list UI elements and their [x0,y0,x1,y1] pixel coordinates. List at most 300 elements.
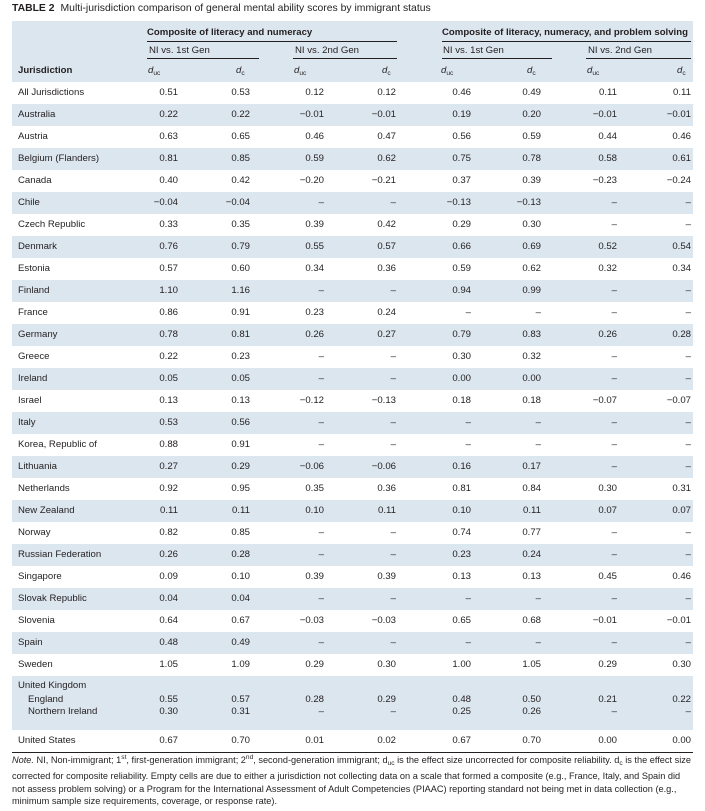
table-cell: 0.23 [231,351,250,362]
duc-header [441,65,453,77]
jurisdiction-name: Italy [18,417,36,428]
table-cell: 0.11 [599,87,617,98]
table-cell: −0.01 [592,615,617,626]
table-cell: – [535,417,541,428]
jurisdiction-name: Israel [18,395,42,406]
table-cell: 0.31 [231,706,250,717]
table-row [12,280,693,302]
table-cell: −0.01 [666,109,691,120]
table-cell: – [318,527,324,538]
table-cell: −0.01 [666,615,691,626]
dc-header [382,65,391,77]
table-cell: – [465,417,471,428]
table-cell: 0.44 [598,131,617,142]
table-row [12,214,693,236]
table-cell: 0.56 [231,417,250,428]
table-cell: −0.01 [592,109,617,120]
table-row [12,412,693,434]
table-cell: 0.16 [452,461,471,472]
table-cell: – [611,219,617,230]
table-cell: 0.42 [377,219,396,230]
table-cell: 0.55 [159,694,178,705]
table-row [12,170,693,192]
table-cell: 0.32 [522,351,541,362]
table-cell: 0.84 [522,483,541,494]
table-cell: 0.27 [377,329,396,340]
table-cell: – [318,285,324,296]
table-cell: 0.57 [377,241,396,252]
table-cell: 0.91 [231,439,250,450]
jurisdiction-name: Austria [18,131,48,142]
table-cell: 0.42 [231,175,250,186]
table-cell: 0.11 [523,505,541,516]
table-cell: 0.22 [231,109,250,120]
table-row [12,544,693,566]
table-cell: – [685,351,691,362]
table-cell: −0.13 [516,197,541,208]
sub2-header: NI vs. 2nd Gen [295,45,359,56]
table-cell: – [390,373,396,384]
table-cell: −0.13 [371,395,396,406]
table-cell: – [685,461,691,472]
table-cell: – [611,439,617,450]
table-cell: 0.30 [377,659,396,670]
table-cell: – [611,706,617,717]
table-cell: 0.23 [305,307,324,318]
table-row [12,148,693,170]
table-cell: −0.06 [299,461,324,472]
table-cell: 0.61 [672,153,691,164]
table-cell: 0.00 [522,373,541,384]
jurisdiction-name: Norway [18,527,51,538]
jurisdiction-name: Czech Republic [18,219,86,230]
effect-symbol: d [527,65,533,76]
jurisdiction-name: Northern Ireland [28,706,98,717]
table-cell: −0.12 [299,395,324,406]
table-cell: 1.00 [452,659,471,670]
jurisdiction-name: United Kingdom [18,680,87,691]
table-cell: 0.46 [305,131,324,142]
dc-header [236,65,245,77]
table-cell: 0.22 [672,694,691,705]
note-sup: st [121,754,127,761]
table-cell: 0.53 [159,417,178,428]
table-cell: 0.28 [231,549,250,560]
jurisdiction-name: Belgium (Flanders) [18,153,100,164]
jurisdiction-name: Sweden [18,659,53,670]
table-cell: – [390,417,396,428]
table-cell: – [465,307,471,318]
table-cell: 0.27 [159,461,178,472]
jurisdiction-name: England [28,694,64,705]
table-cell: 0.48 [159,637,178,648]
table-cell: 0.75 [452,153,471,164]
table-cell: 0.29 [231,461,250,472]
table-cell: 0.13 [522,571,541,582]
table-cell: −0.01 [371,109,396,120]
table-cell: 0.25 [452,706,471,717]
table-cell: −0.06 [371,461,396,472]
table-cell: 0.19 [452,109,471,120]
table-cell: 0.76 [159,241,178,252]
table-cell: 0.11 [378,505,396,516]
table-cell: 0.36 [377,483,396,494]
note-sub: c [619,760,623,767]
table-cell: 0.53 [231,87,250,98]
table-cell: – [611,527,617,538]
table-cell: 0.36 [377,263,396,274]
jurisdiction-name: Canada [18,175,52,186]
table-cell: −0.23 [592,175,617,186]
table-cell: – [465,439,471,450]
table-row [12,588,693,610]
table-cell: 0.37 [452,175,471,186]
table-cell: 0.82 [159,527,178,538]
table-cell: – [390,549,396,560]
duc-header [148,65,160,77]
table-row [12,302,693,324]
table-cell: 0.01 [305,735,324,746]
table-row [12,632,693,654]
table-cell: 0.35 [305,483,324,494]
effect-subscript: c [682,70,686,77]
table-cell: 0.24 [522,549,541,560]
table-cell: 0.30 [159,706,178,717]
table-cell: – [318,593,324,604]
table-cell: – [685,706,691,717]
sub2-rule [293,58,397,59]
table-cell: – [611,461,617,472]
table-cell: 0.55 [305,241,324,252]
table-cell: 0.20 [522,109,541,120]
table-cell: 0.30 [598,483,617,494]
table-cell: 0.83 [522,329,541,340]
table-cell: 0.30 [672,659,691,670]
effect-symbol: d [441,65,447,76]
table-cell: 0.92 [159,483,178,494]
table-cell: 0.26 [159,549,178,560]
table-row [12,434,693,456]
table-cell: – [318,439,324,450]
table-row [12,346,693,368]
table-row [12,478,693,500]
table-cell: 1.16 [231,285,250,296]
sub4-rule [586,58,691,59]
table-cell: 0.21 [598,694,617,705]
table-cell: 0.12 [377,87,396,98]
table-cell: 0.85 [231,527,250,538]
table-cell: 0.10 [231,571,250,582]
table-cell: – [535,637,541,648]
effect-subscript: uc [592,70,600,77]
table-cell: 0.34 [672,263,691,274]
table-cell: 0.74 [452,527,471,538]
table-cell: 0.10 [452,505,471,516]
effect-symbol: d [236,65,242,76]
table-cell: 0.48 [452,694,471,705]
table-cell: 0.32 [598,263,617,274]
table-cell: – [611,593,617,604]
jurisdiction-name: Netherlands [18,483,70,494]
table-row [12,192,693,214]
effect-symbol: d [294,65,300,76]
effect-symbol: d [148,65,154,76]
table-cell: 0.29 [305,659,324,670]
table-cell: 0.29 [377,694,396,705]
table-row [12,456,693,478]
table-cell: 0.67 [159,735,178,746]
table-header [12,21,693,82]
table-cell: – [685,417,691,428]
caption-label: TABLE 2 [12,3,55,14]
table-cell: 0.39 [305,219,324,230]
table-cell: 0.29 [452,219,471,230]
table-row [12,82,693,104]
table-cell: – [535,439,541,450]
table-row [12,236,693,258]
table-cell: 0.46 [672,131,691,142]
table-cell: – [611,351,617,362]
jurisdiction-name: Denmark [18,241,57,252]
table-row [12,566,693,588]
jurisdiction-name: France [18,307,48,318]
table-cell: 0.58 [598,153,617,164]
table-cell: −0.21 [371,175,396,186]
table-cell: – [611,197,617,208]
table-cell: 0.30 [522,219,541,230]
table-cell: 0.46 [452,87,471,98]
table-cell: 0.34 [305,263,324,274]
effect-subscript: c [387,70,391,77]
table-cell: – [685,285,691,296]
jurisdiction-name: New Zealand [18,505,75,516]
table-cell: −0.04 [225,197,250,208]
table-cell: 0.13 [159,395,178,406]
table-cell: 0.17 [522,461,541,472]
table-cell: 0.62 [522,263,541,274]
jurisdiction-header: Jurisdiction [18,65,73,76]
table-cell: 0.70 [231,735,250,746]
jurisdiction-name: United States [18,735,76,746]
table-cell: 0.07 [672,505,691,516]
effect-symbol: d [382,65,388,76]
jurisdiction-name: Estonia [18,263,50,274]
table-cell: 0.11 [673,87,691,98]
table-cell: 0.05 [159,373,178,384]
table-cell: – [390,706,396,717]
table-cell: 1.05 [159,659,178,670]
table-cell: 0.49 [522,87,541,98]
table-cell: – [611,549,617,560]
jurisdiction-name: Lithuania [18,461,57,472]
effect-subscript: uc [299,70,307,77]
table-cell: 0.04 [231,593,250,604]
table-cell: 0.30 [452,351,471,362]
table-cell: 0.13 [452,571,471,582]
jurisdiction-name: Germany [18,329,58,340]
table-row [12,522,693,544]
table-cell: −0.03 [371,615,396,626]
note-sub: uc [387,760,395,767]
table-cell: 0.65 [452,615,471,626]
table-cell: – [611,285,617,296]
table-cell: 0.95 [231,483,250,494]
table-cell: 0.56 [452,131,471,142]
table-cell: – [390,285,396,296]
effect-symbol: d [587,65,593,76]
duc-header [294,65,306,77]
table-cell: – [390,351,396,362]
table-cell: 0.77 [522,527,541,538]
note-text: is the effect size uncorrected for composite reliability. d [394,755,620,765]
table-cell: 0.40 [159,175,178,186]
table-cell: −0.03 [299,615,324,626]
jurisdiction-name: Australia [18,109,56,120]
table-cell: 0.09 [159,571,178,582]
table-cell: 0.65 [231,131,250,142]
table-cell: – [465,637,471,648]
note-text: , first-generation immigrant; 2 [126,755,246,765]
table-cell: 0.00 [598,735,617,746]
table-cell: 0.02 [377,735,396,746]
note-sup: nd [245,754,254,761]
table-cell: – [535,307,541,318]
table-cell: 0.22 [159,109,178,120]
table-row [12,730,693,752]
table-cell: 0.88 [159,439,178,450]
table-cell: – [390,439,396,450]
table-cell: – [685,307,691,318]
table-cell: 0.39 [305,571,324,582]
table-cell: 1.10 [159,285,178,296]
table-cell: 0.10 [305,505,324,516]
note-label: Note. [12,755,34,765]
table-cell: – [318,706,324,717]
dc-header [527,65,536,77]
table-cell: – [611,307,617,318]
table-cell: 0.05 [231,373,250,384]
table-row [12,390,693,412]
table-cell: 0.24 [377,307,396,318]
table-cell: – [611,417,617,428]
sub1-rule [147,58,259,59]
jurisdiction-name: Slovenia [18,615,55,626]
table-cell: – [318,351,324,362]
dc-header [677,65,686,77]
table-cell: −0.13 [446,197,471,208]
table-cell: −0.20 [299,175,324,186]
table-cell: 0.07 [598,505,617,516]
table-cell: 0.59 [522,131,541,142]
sub1-header: NI vs. 1st Gen [149,45,210,56]
table-cell: 0.26 [598,329,617,340]
table-cell: – [318,197,324,208]
table-cell: −0.01 [299,109,324,120]
caption-text: Multi-jurisdiction comparison of general mental ability scores by immigrant status [60,3,431,14]
jurisdiction-name: Singapore [18,571,62,582]
jurisdiction-name: Spain [18,637,43,648]
table-cell: 0.26 [522,706,541,717]
table-cell: 0.11 [160,505,178,516]
table-cell: – [685,219,691,230]
table-cell: 0.52 [598,241,617,252]
table-cell: – [685,593,691,604]
table-cell: – [611,637,617,648]
table-cell: – [390,593,396,604]
table-cell: – [390,637,396,648]
table-row [12,324,693,346]
table-cell: 0.00 [452,373,471,384]
table-cell: 0.29 [598,659,617,670]
table-cell: 0.99 [522,285,541,296]
table-cell: – [611,373,617,384]
effect-symbol: d [677,65,683,76]
table-cell: −0.04 [153,197,178,208]
table-cell: 0.13 [231,395,250,406]
table-cell: 0.23 [452,549,471,560]
table-body [12,82,693,753]
table-cell: 0.60 [231,263,250,274]
jurisdiction-name: Ireland [18,373,48,384]
table-cell: 0.18 [452,395,471,406]
table-cell: – [535,593,541,604]
table-cell: – [318,549,324,560]
table-row [12,104,693,126]
table-cell: 0.47 [377,131,396,142]
table-cell: 0.63 [159,131,178,142]
table-row [12,258,693,280]
sub3-header: NI vs. 1st Gen [443,45,504,56]
table-cell: 0.26 [305,329,324,340]
table-cell: 0.79 [231,241,250,252]
table-cell: 0.46 [672,571,691,582]
table-cell: – [685,373,691,384]
effect-subscript: uc [153,70,161,77]
group2-header: Composite of literacy, numeracy, and problem solving [442,27,688,38]
effect-subscript: uc [446,70,454,77]
table-cell: – [685,197,691,208]
table-cell: – [465,593,471,604]
table-cell: 0.31 [672,483,691,494]
table-cell: – [390,197,396,208]
sub4-header: NI vs. 2nd Gen [588,45,652,56]
table-cell: 0.54 [672,241,691,252]
table-cell: 0.67 [231,615,250,626]
effect-subscript: c [241,70,245,77]
table-cell: 0.57 [231,694,250,705]
table-cell: −0.07 [666,395,691,406]
table-cell: 0.81 [231,329,250,340]
jurisdiction-name: Chile [18,197,40,208]
table-row [12,610,693,632]
jurisdiction-name: All Jurisdictions [18,87,85,98]
table-cell: 0.66 [452,241,471,252]
jurisdiction-name: Finland [18,285,50,296]
note-text: is the effect size corrected for composite reliability. Empty cells are due to either a jurisdiction not collecting data on a scale that formed a composite (e.g., France, Italy, and Spain did not assess problem solving) or a Program for the International Assessment of Adult Competencies (PIAAC) reporting standard not being met in data collection (e.g., minimum sample size requirements, coverage, or response rate). [12,755,691,807]
table-row [12,654,693,676]
note-text: NI, Non-immigrant; 1 [33,755,122,765]
table-cell: – [318,373,324,384]
table-cell: 0.28 [672,329,691,340]
table-cell: 0.12 [305,87,324,98]
table-row [12,368,693,390]
table-cell: 0.04 [159,593,178,604]
table-note [12,752,693,808]
jurisdiction-name: Slovak Republic [18,593,87,604]
jurisdiction-name: Korea, Republic of [18,439,97,450]
table-cell: 0.28 [305,694,324,705]
table-cell: 1.09 [231,659,250,670]
